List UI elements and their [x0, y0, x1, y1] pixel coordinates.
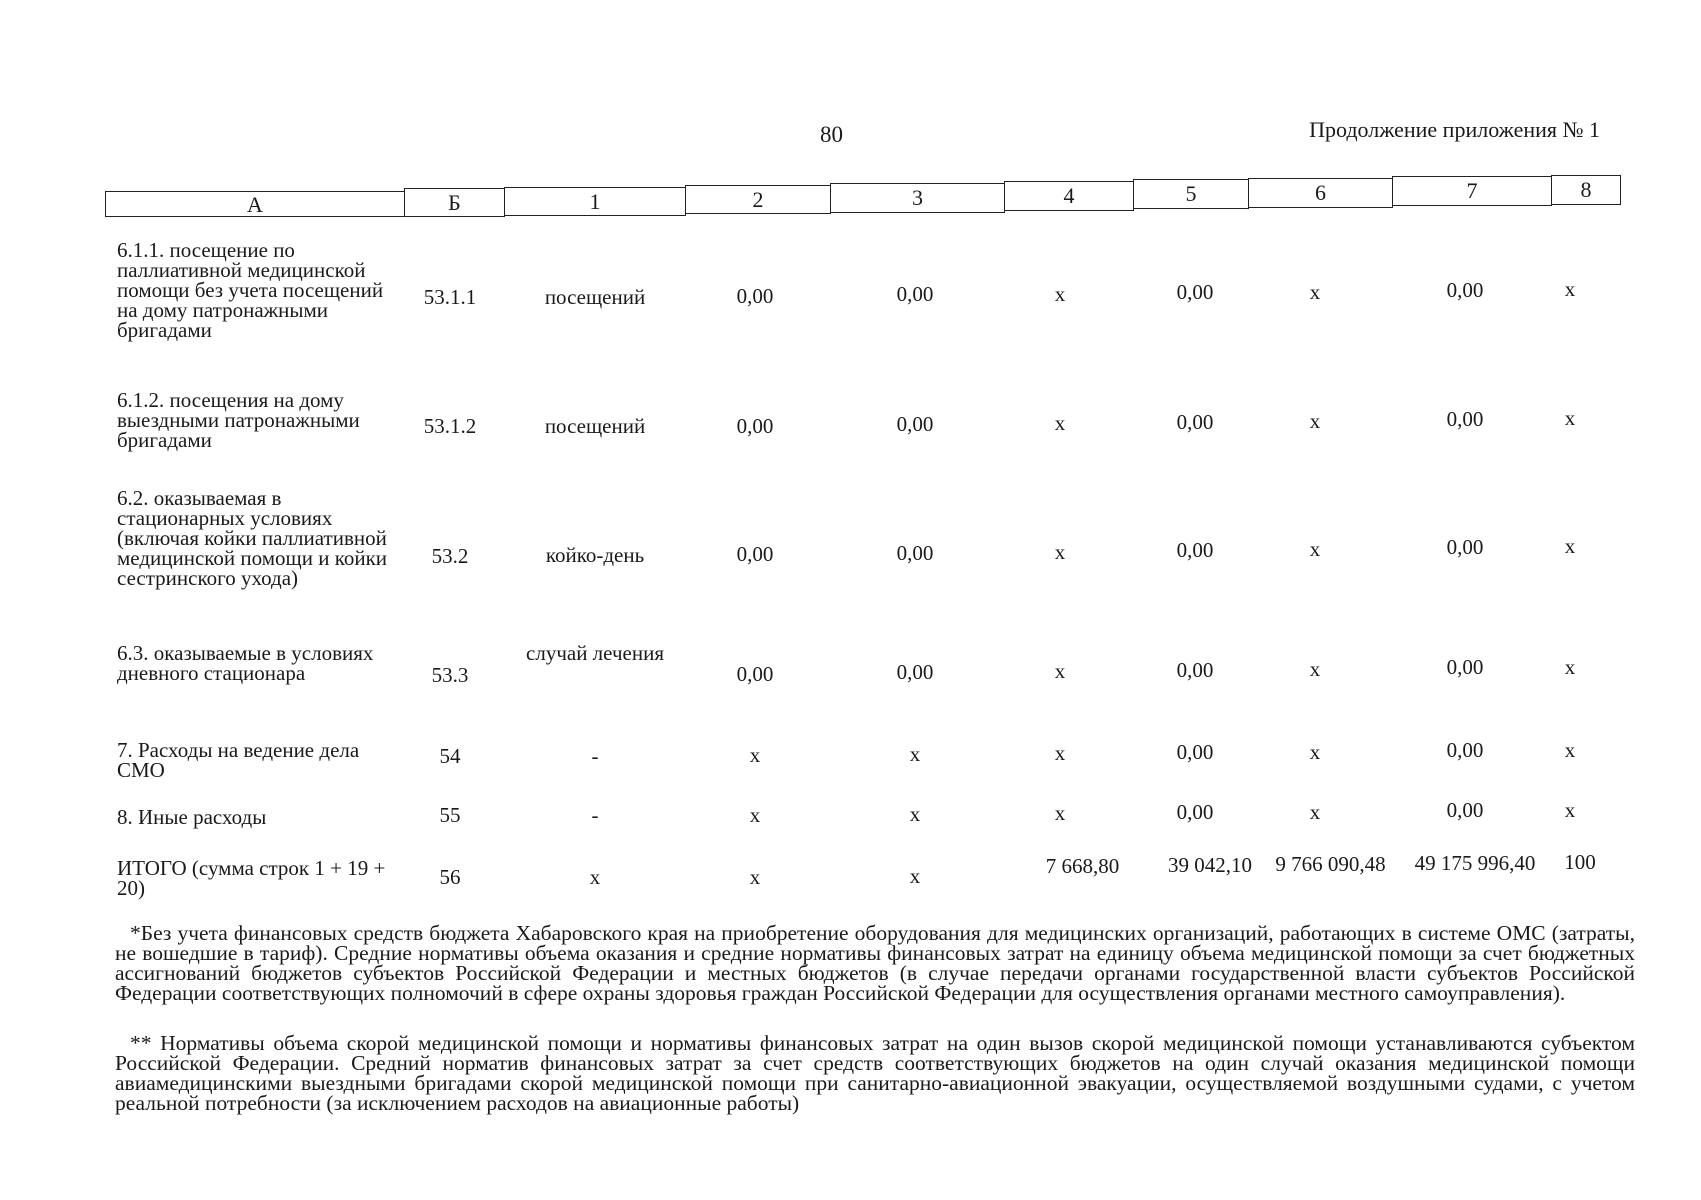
row-col-8: x [1564, 738, 1576, 762]
header-col-b: Б [404, 188, 505, 217]
row-name: ИТОГО (сумма строк 1 + 19 + 20) [117, 856, 386, 900]
row-col-5: 0,00 [1176, 280, 1214, 304]
row-col-7: 0,00 [1446, 407, 1484, 431]
row-code: 53.1.2 [423, 414, 477, 438]
row-col-2: 0,00 [736, 662, 774, 686]
row-col-5: 0,00 [1176, 410, 1214, 434]
row-code: 55 [439, 803, 461, 827]
row-col-3: 0,00 [896, 282, 934, 306]
row-code: 56 [439, 865, 461, 889]
row-col-6: x [1309, 409, 1321, 433]
row-code: 53.3 [431, 663, 469, 687]
row-unit: посещений [544, 285, 646, 309]
row-col-7: 0,00 [1446, 655, 1484, 679]
row-unit: - [591, 744, 599, 768]
row-col-6: x [1309, 537, 1321, 561]
header-col-3: 3 [830, 183, 1005, 213]
row-col-3: 0,00 [896, 660, 934, 684]
header-col-6: 6 [1248, 178, 1393, 208]
row-unit: койко-день [545, 543, 645, 567]
header-col-2: 2 [685, 185, 831, 214]
header-col-a: А [105, 191, 405, 217]
row-col-8: x [1564, 534, 1576, 558]
row-col-7: 0,00 [1446, 738, 1484, 762]
row-col-4: x [1054, 540, 1066, 564]
header-col-4: 4 [1004, 181, 1134, 211]
row-unit: - [591, 803, 599, 827]
row-name: 7. Расходы на ведение дела СМО [117, 738, 360, 782]
header-col-1: 1 [504, 187, 686, 216]
row-col-3: x [909, 802, 921, 826]
footnote-1: *Без учета финансовых средств бюджета Хабаровского края на приобретение оборудования для медицинских организаций, работающих в системе ОМС (затраты, не вошедшие в тариф). Средние нормативы объема оказания и средние нормативы финансовых затрат на единицу объема медицинской помощи за счет бюджетных ассигнований бюджетов субъектов Российской Федерации и местных бюджетов (в случае передачи органами государственной власти субъектов Российской Федерации соответствующих полномочий в сфере охраны здоровья граждан Российской Федерации для осуществления органами местного самоуправления). [115, 921, 1635, 1005]
row-col-4: x [1054, 801, 1066, 825]
row-code: 54 [439, 744, 461, 768]
row-col-5: 0,00 [1176, 658, 1214, 682]
appendix-note: Продолжение приложения № 1 [1309, 117, 1600, 142]
row-unit: посещений [544, 414, 646, 438]
row-col-3: 0,00 [896, 412, 934, 436]
row-col-6: 9 766 090,48 [1275, 852, 1386, 876]
header-col-5: 5 [1133, 179, 1249, 209]
row-col-5: 0,00 [1176, 740, 1214, 764]
row-name: 6.1.1. посещение по паллиативной медицинской помощи без учета посещений на дому патронажными бригадами [117, 238, 384, 342]
row-code: 53.2 [431, 544, 469, 568]
row-name: 6.3. оказываемые в условиях дневного стационара [117, 641, 374, 685]
row-col-3: x [909, 742, 921, 766]
header-col-7: 7 [1392, 176, 1552, 206]
row-col-8: x [1564, 406, 1576, 430]
row-col-5: 0,00 [1176, 800, 1214, 824]
row-col-8: x [1564, 655, 1576, 679]
row-col-6: x [1309, 657, 1321, 681]
row-col-6: x [1309, 280, 1321, 304]
row-col-6: x [1309, 800, 1321, 824]
row-col-4: x [1054, 659, 1066, 683]
row-col-6: x [1309, 740, 1321, 764]
row-col-8: x [1564, 798, 1576, 822]
row-unit: случай лечения [526, 641, 664, 665]
row-name: 6.2. оказываемая в стационарных условиях (включая койки паллиативной медицинской помощи и койки сестринского ухода) [117, 486, 388, 590]
row-col-7: 49 175 996,40 [1414, 851, 1536, 875]
page-number: 80 [820, 122, 843, 147]
row-col-2: 0,00 [736, 284, 774, 308]
row-col-3: x [909, 864, 921, 888]
row-unit: x [589, 865, 601, 889]
row-col-2: x [749, 743, 761, 767]
row-name: 8. Иные расходы [117, 805, 267, 829]
row-col-7: 0,00 [1446, 798, 1484, 822]
row-code: 53.1.1 [423, 285, 477, 309]
row-col-2: 0,00 [736, 542, 774, 566]
row-col-8: 100 [1564, 850, 1596, 874]
row-col-8: x [1564, 277, 1576, 301]
header-col-8: 8 [1551, 175, 1621, 205]
row-col-2: x [749, 865, 761, 889]
row-col-4: x [1054, 741, 1066, 765]
row-col-4: x [1054, 282, 1066, 306]
footnote-2: ** Нормативы объема скорой медицинской помощи и нормативы финансовых затрат на один вызов скорой медицинской помощи устанавливаются субъектом Российской Федерации. Средний норматив финансовых затрат за счет средств соответствующих бюджетов на один случай оказания медицинской помощи авиамедицинскими выездными бригадами скорой медицинской помощи при санитарно-авиационной эвакуации, осуществляемой воздушными судами, с учетом реальной потребности (за исключением расходов на авиационные работы) [115, 1031, 1635, 1115]
row-col-4: 7 668,80 [1045, 854, 1120, 878]
row-name: 6.1.2. посещения на дому выездными патронажными бригадами [117, 388, 360, 452]
table-header [105, 175, 1621, 215]
row-col-5: 39 042,10 [1168, 853, 1252, 877]
row-col-7: 0,00 [1446, 278, 1484, 302]
row-col-7: 0,00 [1446, 535, 1484, 559]
row-col-3: 0,00 [896, 541, 934, 565]
row-col-2: 0,00 [736, 414, 774, 438]
row-col-5: 0,00 [1176, 538, 1214, 562]
row-col-2: x [749, 803, 761, 827]
row-col-4: x [1054, 411, 1066, 435]
